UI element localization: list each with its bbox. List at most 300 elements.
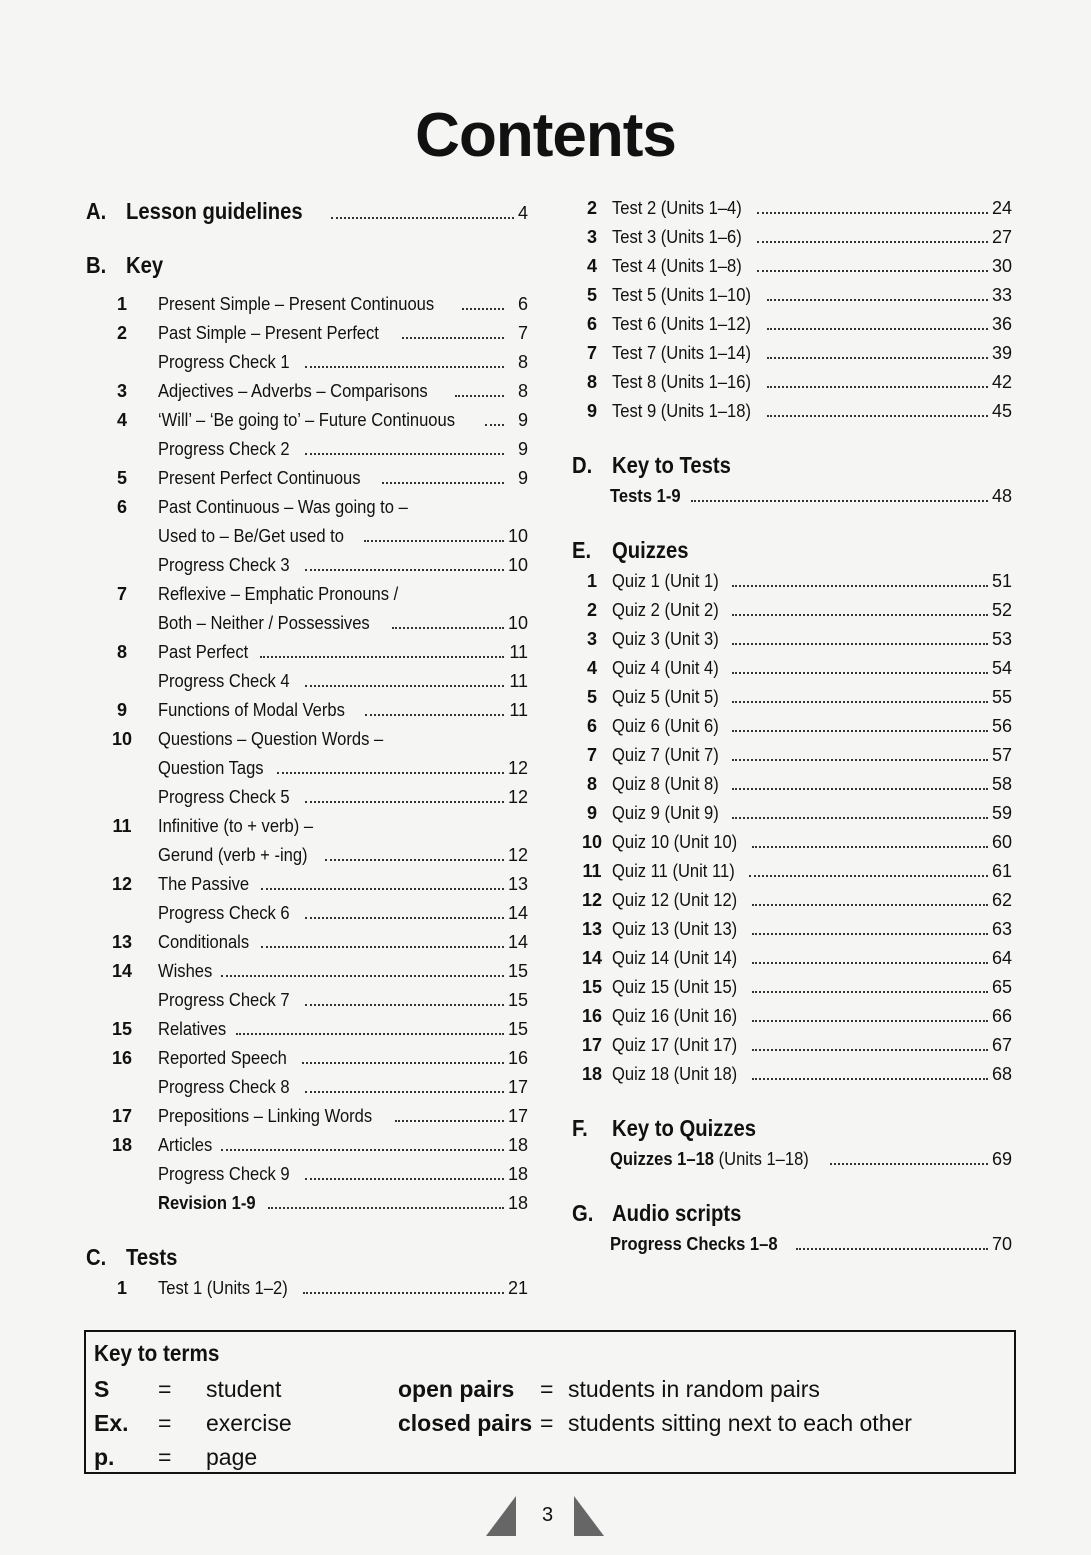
page-ref: 7 (517, 323, 528, 343)
entry-label: Reflexive – Emphatic Pronouns / (158, 584, 399, 604)
term-abbr: Ex. (94, 1410, 129, 1436)
toc-entry[interactable] (86, 816, 528, 845)
entry-number: 9 (586, 803, 597, 823)
entry-label: Progress Check 3 (158, 555, 290, 575)
term-meaning: student (206, 1376, 282, 1402)
leader-dots (767, 328, 988, 330)
leader-dots (732, 585, 988, 587)
section-title: Key (126, 252, 164, 278)
entry-label: Test 5 (Units 1–10) (612, 285, 751, 305)
entry-label: Quiz 15 (Unit 15) (612, 977, 738, 997)
leader-dots (752, 904, 988, 906)
toc-entry[interactable] (86, 294, 528, 323)
page-ref: 12 (507, 758, 528, 778)
leader-dots (757, 212, 988, 214)
page-ref: 62 (991, 890, 1012, 910)
leader-dots (485, 424, 504, 426)
pair-meaning: students sitting next to each other (568, 1410, 912, 1436)
page-ref: 57 (991, 745, 1012, 765)
entry-number: 4 (116, 410, 127, 430)
page-ref: 8 (517, 381, 528, 401)
pair-meaning: students in random pairs (568, 1376, 820, 1402)
page-ref: 21 (507, 1278, 528, 1298)
page-ref: 6 (517, 294, 528, 314)
leader-dots (691, 500, 988, 502)
entry-label: Test 8 (Units 1–16) (612, 372, 751, 392)
page-ref: 9 (517, 410, 528, 430)
page-ref: 64 (991, 948, 1012, 968)
toc-entry[interactable] (86, 439, 528, 468)
entry-label: Tests 1-9 (610, 486, 681, 506)
entry-number: 7 (586, 343, 597, 363)
page-ref: 69 (991, 1149, 1012, 1169)
leader-dots (752, 1049, 988, 1051)
page-ref: 15 (507, 990, 528, 1010)
triangle-right-icon (574, 1496, 604, 1536)
entry-number: 3 (586, 629, 597, 649)
entry-label: Quiz 12 (Unit 12) (612, 890, 738, 910)
leader-dots (277, 772, 504, 774)
toc-entry[interactable] (572, 486, 1012, 515)
entry-number: 5 (116, 468, 127, 488)
entry-number: 12 (111, 874, 133, 894)
entry-number: 2 (586, 198, 597, 218)
entry-number: 11 (112, 816, 132, 836)
pair-term: closed pairs (398, 1410, 533, 1436)
toc-entry[interactable] (572, 198, 1012, 227)
page-ref: 30 (991, 256, 1012, 276)
leader-dots (455, 395, 504, 397)
leader-dots (365, 714, 504, 716)
section-f (572, 1115, 1012, 1149)
page-ref: 10 (507, 613, 528, 633)
leader-dots (462, 308, 504, 310)
leader-dots (303, 1292, 504, 1294)
page-ref: 12 (507, 787, 528, 807)
toc-entry[interactable] (86, 787, 528, 816)
toc-entry[interactable] (86, 1106, 528, 1135)
leader-dots (767, 299, 988, 301)
term-abbr: S (94, 1376, 110, 1402)
page-ref: 58 (991, 774, 1012, 794)
toc-entry[interactable] (86, 729, 528, 758)
entry-label: Quiz 9 (Unit 9) (612, 803, 719, 823)
leader-dots (268, 1207, 504, 1209)
entry-label: Test 3 (Units 1–6) (612, 227, 742, 247)
section-g (572, 1200, 1012, 1234)
entry-label: Quiz 11 (Unit 11) (612, 861, 735, 881)
leader-dots (305, 366, 504, 368)
entry-number: 16 (581, 1006, 603, 1026)
entry-label: Progress Check 5 (158, 787, 290, 807)
term-equals: = (158, 1410, 172, 1436)
entry-number: 14 (111, 961, 133, 981)
toc-entry[interactable] (86, 1019, 528, 1048)
toc-entry[interactable] (572, 285, 1012, 314)
page-ref: 14 (507, 932, 528, 952)
toc-entry[interactable] (572, 919, 1012, 948)
page-ref: 70 (991, 1234, 1012, 1254)
term-abbr: p. (94, 1444, 115, 1470)
entry-label: Quiz 14 (Unit 14) (612, 948, 738, 968)
entry-number: 9 (586, 401, 597, 421)
page-ref: 17 (507, 1106, 528, 1126)
key-items-list (86, 294, 528, 1222)
leader-dots (221, 975, 504, 977)
entry-number: 8 (586, 774, 597, 794)
page-ref: 60 (991, 832, 1012, 852)
entry-label: Test 6 (Units 1–12) (612, 314, 751, 334)
toc-entry[interactable] (86, 1164, 528, 1193)
toc-entry[interactable] (572, 227, 1012, 256)
page-ref: 18 (507, 1135, 528, 1155)
entry-label: Quiz 13 (Unit 13) (612, 919, 738, 939)
term-meaning: exercise (206, 1410, 292, 1436)
pair-term: open pairs (398, 1376, 515, 1402)
page-ref: 51 (991, 571, 1012, 591)
page-ref: 9 (517, 468, 528, 488)
leader-dots (305, 801, 504, 803)
toc-entry[interactable] (86, 758, 528, 787)
entry-label: Quiz 7 (Unit 7) (612, 745, 719, 765)
toc-entry[interactable] (86, 1048, 528, 1077)
entry-label: Articles (158, 1135, 213, 1155)
leader-dots (382, 482, 504, 484)
toc-entry[interactable] (86, 932, 528, 961)
toc-entry[interactable] (572, 658, 1012, 687)
entry-number: 1 (116, 1278, 127, 1298)
toc-entry[interactable] (572, 745, 1012, 774)
entry-number: 6 (586, 314, 597, 334)
page-ref: 53 (991, 629, 1012, 649)
entry-label: Adjectives – Adverbs – Comparisons (158, 381, 428, 401)
page-ref: 63 (991, 919, 1012, 939)
toc-entry[interactable] (572, 629, 1012, 658)
toc-entry[interactable] (572, 832, 1012, 861)
leader-dots (767, 386, 988, 388)
entry-label: Progress Check 7 (158, 990, 290, 1010)
section-title: Tests (126, 1244, 178, 1270)
entry-number: 5 (586, 687, 597, 707)
page-ref: 16 (507, 1048, 528, 1068)
toc-entry[interactable] (86, 352, 528, 381)
toc-entry[interactable] (572, 977, 1012, 1006)
page-ref: 9 (517, 439, 528, 459)
page-ref: 39 (991, 343, 1012, 363)
section-b (86, 252, 528, 286)
toc-entry[interactable] (86, 555, 528, 584)
toc-entry[interactable] (86, 845, 528, 874)
page-ref: 33 (991, 285, 1012, 305)
page-ref: 13 (507, 874, 528, 894)
leader-dots (796, 1248, 988, 1250)
term-meaning: page (206, 1444, 258, 1470)
entry-label: Used to – Be/Get used to (158, 526, 344, 546)
page-ref: 18 (507, 1193, 528, 1213)
page-ref: 48 (991, 486, 1012, 506)
leader-dots (305, 1091, 504, 1093)
entry-label: Quiz 5 (Unit 5) (612, 687, 719, 707)
term-equals: = (158, 1444, 172, 1470)
quizzes-list (572, 571, 1012, 1093)
toc-entry[interactable] (572, 861, 1012, 890)
toc-entry[interactable] (572, 803, 1012, 832)
toc-entry[interactable] (572, 890, 1012, 919)
page-ref: 17 (507, 1077, 528, 1097)
leader-dots (305, 917, 504, 919)
page-ref: 12 (507, 845, 528, 865)
page-ref: 11 (509, 700, 528, 720)
entry-number: 18 (581, 1064, 603, 1084)
entry-number: 13 (111, 932, 133, 952)
entry-label: The Passive (158, 874, 250, 894)
entry-label: Conditionals (158, 932, 250, 952)
page-ref: 65 (991, 977, 1012, 997)
right-column (572, 198, 1012, 1263)
page-ref: 54 (991, 658, 1012, 678)
entry-label: Past Perfect (158, 642, 249, 662)
entry-label: Present Simple – Present Continuous (158, 294, 435, 314)
toc-entry[interactable] (572, 600, 1012, 629)
entry-number: 2 (116, 323, 127, 343)
leader-dots (364, 540, 504, 542)
entry-number: 11 (582, 861, 602, 881)
entry-number: 17 (581, 1035, 603, 1055)
leader-dots (221, 1149, 504, 1151)
page-ref: 36 (991, 314, 1012, 334)
entry-label: Past Continuous – Was going to – (158, 497, 408, 517)
toc-entry[interactable] (86, 410, 528, 439)
entry-label: Progress Check 1 (158, 352, 290, 372)
toc-entry[interactable] (86, 961, 528, 990)
entry-number: 15 (581, 977, 603, 997)
entry-label: Quiz 18 (Unit 18) (612, 1064, 738, 1084)
entry-number: 15 (111, 1019, 133, 1039)
toc-entry[interactable] (86, 1278, 528, 1307)
entry-label: Test 2 (Units 1–4) (612, 198, 742, 218)
leader-dots (732, 614, 988, 616)
entry-label: Quiz 3 (Unit 3) (612, 629, 719, 649)
section-letter: A. (86, 198, 107, 224)
toc-entry[interactable] (86, 323, 528, 352)
entry-label: Question Tags (158, 758, 264, 778)
section-title: Quizzes (612, 537, 689, 563)
toc-entry[interactable] (572, 256, 1012, 285)
page-ref: 67 (991, 1035, 1012, 1055)
entry-label: Test 1 (Units 1–2) (158, 1278, 288, 1298)
entry-number: 6 (116, 497, 127, 517)
entry-label: Relatives (158, 1019, 227, 1039)
section-e (572, 537, 1012, 571)
entry-number: 18 (111, 1135, 133, 1155)
toc-entry[interactable] (572, 1035, 1012, 1064)
toc-entry[interactable] (86, 903, 528, 932)
toc-entry[interactable] (572, 716, 1012, 745)
key-to-terms-title: Key to terms (94, 1340, 220, 1366)
leader-dots (732, 701, 988, 703)
entry-label: ‘Will’ – ‘Be going to’ – Future Continuous (158, 410, 456, 430)
page-ref: 15 (507, 961, 528, 981)
entry-label: Quiz 4 (Unit 4) (612, 658, 719, 678)
leader-dots (732, 817, 988, 819)
toc-entry[interactable] (86, 642, 528, 671)
page-ref: 56 (991, 716, 1012, 736)
leader-dots (305, 569, 504, 571)
entry-label: Progress Check 6 (158, 903, 290, 923)
page-title: Contents (415, 101, 676, 170)
leader-dots (757, 241, 988, 243)
entry-number: 9 (116, 700, 127, 720)
toc-entry[interactable] (572, 372, 1012, 401)
page-ref: 68 (991, 1064, 1012, 1084)
toc-entry[interactable] (86, 700, 528, 729)
page-ref: 52 (991, 600, 1012, 620)
leader-dots (752, 1020, 988, 1022)
entry-label (610, 1149, 809, 1170)
entry-label: Quiz 1 (Unit 1) (612, 571, 719, 591)
entry-number: 1 (586, 571, 597, 591)
leader-dots (767, 357, 988, 359)
page-number: 3 (542, 1504, 554, 1526)
page-ref: 10 (507, 526, 528, 546)
entry-label: Prepositions – Linking Words (158, 1106, 373, 1126)
entry-number: 4 (586, 658, 597, 678)
leader-dots (752, 933, 988, 935)
section-letter: F. (572, 1115, 588, 1141)
toc-entry[interactable] (572, 343, 1012, 372)
toc-entry[interactable] (86, 1077, 528, 1106)
leader-dots (752, 962, 988, 964)
toc-entry[interactable] (86, 1193, 528, 1222)
entry-label: Test 7 (Units 1–14) (612, 343, 751, 363)
page-ref: 15 (507, 1019, 528, 1039)
leader-dots (302, 1062, 504, 1064)
leader-dots (752, 846, 988, 848)
page-ref: 18 (507, 1164, 528, 1184)
entry-number: 2 (586, 600, 597, 620)
toc-entry[interactable] (86, 671, 528, 700)
entry-label: Wishes (158, 961, 213, 981)
key-to-terms-box (84, 1330, 1016, 1474)
toc-entry[interactable] (572, 1006, 1012, 1035)
toc-entry[interactable] (572, 774, 1012, 803)
toc-entry[interactable] (86, 468, 528, 497)
toc-entry[interactable] (86, 613, 528, 642)
leader-dots (305, 1004, 504, 1006)
section-c (86, 1244, 528, 1278)
page-ref: 55 (991, 687, 1012, 707)
entry-label: Present Perfect Continuous (158, 468, 361, 488)
leader-dots (767, 415, 988, 417)
leader-dots (732, 672, 988, 674)
leader-dots (752, 1078, 988, 1080)
entry-number: 4 (586, 256, 597, 276)
toc-entry[interactable] (572, 314, 1012, 343)
section-title: Lesson guidelines (126, 198, 303, 224)
tests-list-right (572, 198, 1012, 430)
toc-entry[interactable] (572, 1149, 1012, 1178)
entry-label-bold: Quizzes 1–18 (610, 1149, 715, 1169)
entry-number: 8 (586, 372, 597, 392)
entry-number: 5 (586, 285, 597, 305)
section-a[interactable] (86, 198, 528, 232)
toc-entry[interactable] (86, 584, 528, 613)
page-ref: 8 (517, 352, 528, 372)
entry-number: 12 (581, 890, 603, 910)
section-letter: B. (86, 252, 107, 278)
section-title: Audio scripts (612, 1200, 742, 1226)
leader-dots (331, 217, 514, 219)
toc-entry[interactable] (572, 948, 1012, 977)
entry-label: Progress Checks 1–8 (610, 1234, 778, 1254)
leader-dots (749, 875, 988, 877)
leader-dots (757, 270, 988, 272)
entry-label: Quiz 8 (Unit 8) (612, 774, 719, 794)
entry-number: 7 (586, 745, 597, 765)
toc-entry[interactable] (86, 1135, 528, 1164)
section-letter: E. (572, 537, 592, 563)
toc-entry[interactable] (86, 990, 528, 1019)
toc-entry[interactable] (572, 401, 1012, 430)
left-column (86, 198, 528, 1307)
page-ref: 61 (991, 861, 1012, 881)
entry-label: Quiz 2 (Unit 2) (612, 600, 719, 620)
entry-number: 6 (586, 716, 597, 736)
entry-number: 16 (111, 1048, 133, 1068)
leader-dots (305, 453, 504, 455)
toc-entry[interactable] (86, 497, 528, 526)
leader-dots (732, 788, 988, 790)
page-number-marker (480, 1490, 620, 1540)
page-ref: 59 (991, 803, 1012, 823)
leader-dots (732, 643, 988, 645)
entry-label: Past Simple – Present Perfect (158, 323, 379, 343)
entry-label: Progress Check 9 (158, 1164, 290, 1184)
entry-label: Test 4 (Units 1–8) (612, 256, 742, 276)
toc-entry[interactable] (572, 1064, 1012, 1093)
page-ref: 24 (991, 198, 1012, 218)
section-letter: C. (86, 1244, 107, 1270)
triangle-left-icon (486, 1496, 516, 1536)
entry-number: 17 (111, 1106, 133, 1126)
entry-number: 14 (581, 948, 603, 968)
entry-label: Infinitive (to + verb) – (158, 816, 314, 836)
toc-entry[interactable] (86, 526, 528, 555)
toc-entry[interactable] (572, 1234, 1012, 1263)
toc-entry[interactable] (572, 571, 1012, 600)
toc-entry[interactable] (86, 874, 528, 903)
leader-dots (732, 759, 988, 761)
toc-entry[interactable] (572, 687, 1012, 716)
entry-label: Quiz 16 (Unit 16) (612, 1006, 738, 1026)
entry-number: 3 (586, 227, 597, 247)
pair-equals: = (540, 1376, 554, 1402)
section-title: Key to Quizzes (612, 1115, 756, 1141)
entry-number: 7 (116, 584, 127, 604)
entry-label: Progress Check 8 (158, 1077, 290, 1097)
pair-equals: = (540, 1410, 554, 1436)
entry-label: Test 9 (Units 1–18) (612, 401, 751, 421)
leader-dots (392, 627, 504, 629)
section-letter: G. (572, 1200, 594, 1226)
entry-label: Progress Check 4 (158, 671, 290, 691)
leader-dots (305, 1178, 504, 1180)
entry-label: Quiz 6 (Unit 6) (612, 716, 719, 736)
entry-number: 8 (116, 642, 127, 662)
toc-entry[interactable] (86, 381, 528, 410)
page-ref: 11 (509, 671, 528, 691)
leader-dots (402, 337, 504, 339)
